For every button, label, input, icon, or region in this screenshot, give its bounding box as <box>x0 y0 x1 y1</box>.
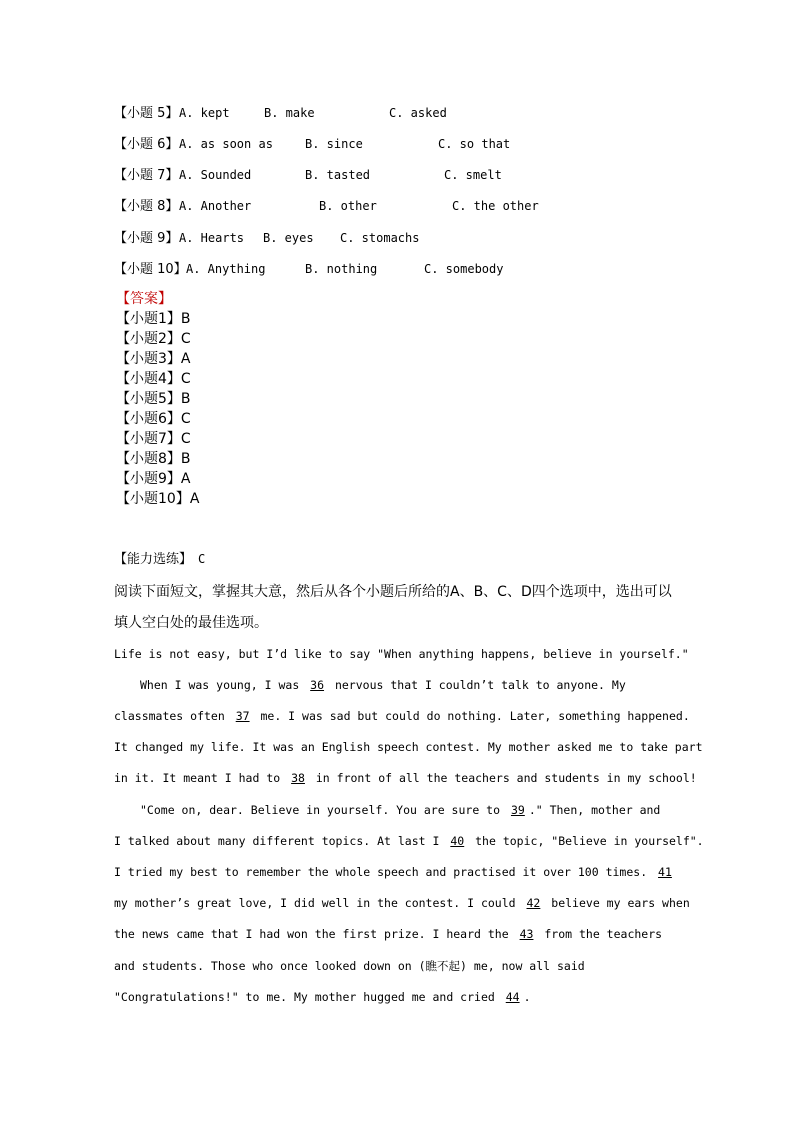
question-label: 【小题 10】 <box>114 262 187 277</box>
text: classmates often <box>114 709 232 723</box>
blank-36: 36 <box>310 678 325 692</box>
question-label: 【小题 9】 <box>114 231 179 246</box>
question-7-options <box>114 165 502 185</box>
passage-line <box>114 893 690 913</box>
blank-38: 38 <box>291 771 305 785</box>
section-title-text: 【能力选练】 <box>114 552 193 567</box>
question-label: 【小题 7】 <box>114 168 179 183</box>
passage-line <box>114 924 662 944</box>
option-c: C. somebody <box>424 262 504 276</box>
blank-42: 42 <box>526 896 541 910</box>
blank-40: 40 <box>450 834 465 848</box>
answer-item: 【小题9】A <box>116 471 191 487</box>
passage-line <box>114 768 697 788</box>
blank-43: 43 <box>519 927 534 941</box>
text: . <box>523 990 531 1004</box>
option-c: C. asked <box>389 106 447 120</box>
text: me. I was sad but could do nothing. Later, something happened. <box>253 709 690 723</box>
text: the topic, "Believe in yourself". <box>468 834 704 848</box>
option-b: B. make <box>264 106 315 120</box>
text: "Congratulations!" to me. My mother hugged me and cried <box>114 990 502 1004</box>
question-9-options <box>114 228 420 248</box>
section-level: C <box>198 552 206 566</box>
text: nervous that I couldn’t talk to anyone. My <box>328 678 626 692</box>
blank-37: 37 <box>235 709 250 723</box>
option-b: B. eyes <box>263 231 314 245</box>
question-10-options <box>114 259 504 279</box>
option-b: B. nothing <box>305 262 378 276</box>
option-c: C. stomachs <box>340 231 420 245</box>
option-a: A. Sounded <box>179 168 252 182</box>
passage-line <box>114 862 676 882</box>
text: in front of all the teachers and students in my school! <box>308 771 697 785</box>
passage-line: Life is not easy, but I’d like to say "When anything happens, believe in yourself." <box>114 647 689 661</box>
question-8-options <box>114 196 539 216</box>
text: from the teachers <box>537 927 663 941</box>
section-title <box>114 549 205 570</box>
text: I talked about many different topics. At last I <box>114 834 447 848</box>
option-a: A. kept <box>179 106 230 120</box>
text: ." Then, mother and <box>528 803 661 817</box>
answer-item: 【小题10】A <box>116 491 200 507</box>
passage-line <box>114 706 690 726</box>
option-b: B. other <box>319 199 377 213</box>
answer-item: 【小题2】C <box>116 331 191 347</box>
text: When I was young, I was <box>140 678 307 692</box>
option-c: C. the other <box>452 199 539 213</box>
question-6-options <box>114 134 511 154</box>
text: my mother’s great love, I did well in the contest. I could <box>114 896 523 910</box>
option-a: A. as soon as <box>179 137 273 151</box>
option-a: A. Anything <box>186 262 266 276</box>
answer-item: 【小题3】A <box>116 351 191 367</box>
passage-line: and students. Those who once looked down on (瞧不起) me, now all said <box>114 959 585 973</box>
passage-line: It changed my life. It was an English speech contest. My mother asked me to take part <box>114 740 703 754</box>
blank-39: 39 <box>510 803 525 817</box>
passage-line <box>114 831 704 851</box>
passage-line <box>140 675 626 695</box>
answer-item: 【小题7】C <box>116 431 191 447</box>
blank-44: 44 <box>505 990 520 1004</box>
passage-line <box>114 987 531 1007</box>
answer-item: 【小题8】B <box>116 451 191 467</box>
question-5-options <box>114 103 447 123</box>
question-label: 【小题 5】 <box>114 106 179 121</box>
option-a: A. Another <box>179 199 252 213</box>
option-c: C. so that <box>438 137 511 151</box>
text: "Come on, dear. Believe in yourself. You are sure to <box>140 803 507 817</box>
question-label: 【小题 6】 <box>114 137 179 152</box>
option-b: B. since <box>305 137 363 151</box>
question-label: 【小题 8】 <box>114 199 179 214</box>
text: in it. It meant I had to <box>114 771 288 785</box>
text: believe my ears when <box>544 896 690 910</box>
option-c: C. smelt <box>444 168 502 182</box>
text: the news came that I had won the first prize. I heard the <box>114 927 516 941</box>
option-a: A. Hearts <box>179 231 245 245</box>
answers-title: 【答案】 <box>116 291 172 307</box>
instructions: 阅读下面短文，掌握其大意，然后从各个小题后所给的A、B、C、D四个选项中，选出可以填人空白处的最佳选项。 <box>114 584 672 631</box>
blank-41: 41 <box>658 865 672 879</box>
answers-list <box>116 309 199 509</box>
answer-item: 【小题6】C <box>116 411 191 427</box>
option-b: B. tasted <box>305 168 371 182</box>
answer-item: 【小题4】C <box>116 371 191 387</box>
answer-item: 【小题5】B <box>116 391 191 407</box>
text: I tried my best to remember the whole speech and practised it over 100 times. <box>114 865 655 879</box>
answer-item: 【小题1】B <box>116 311 191 327</box>
passage-line <box>140 800 660 820</box>
